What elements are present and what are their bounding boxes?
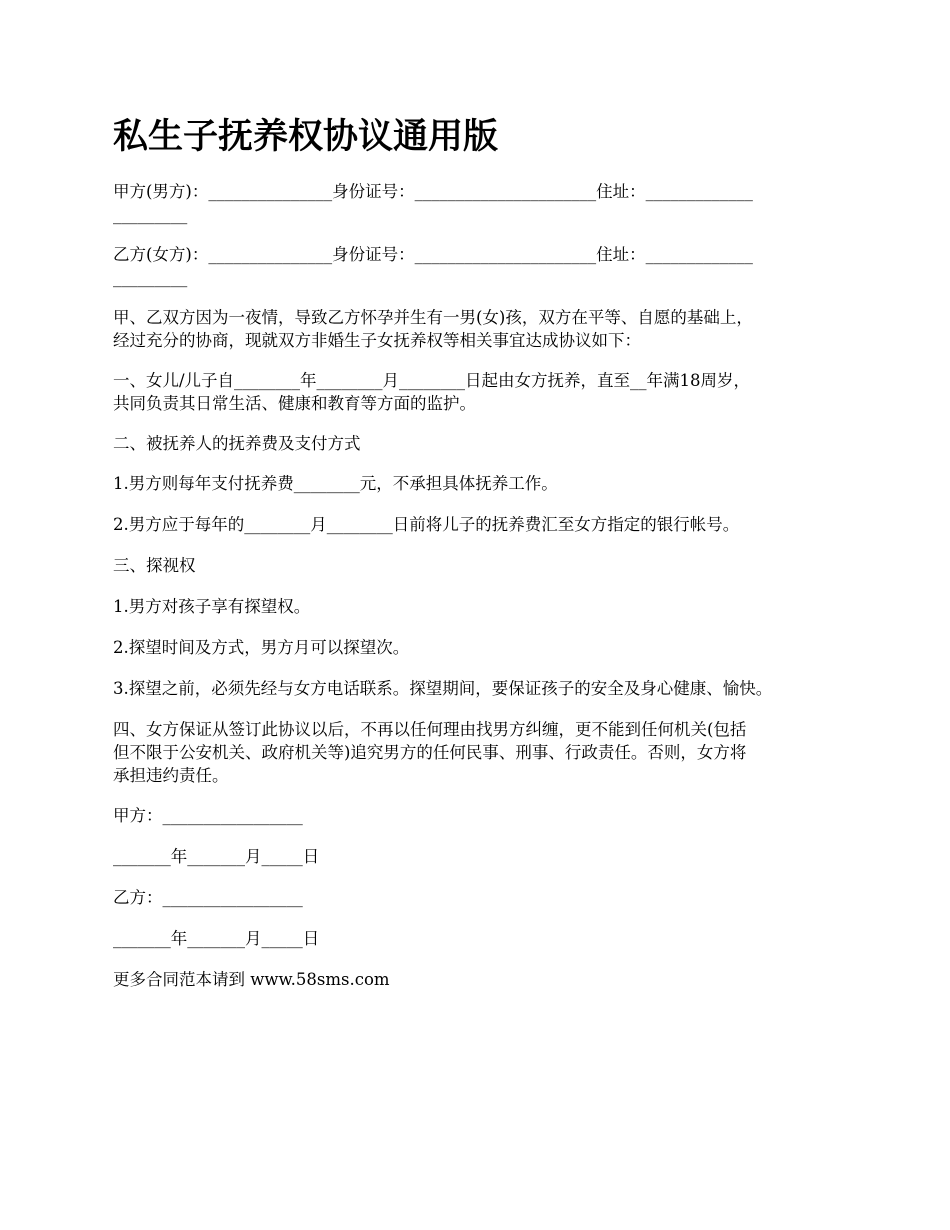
party-a-signature: 甲方：_________________ (113, 806, 303, 825)
clause-3-item-3: 3.探望之前，必须先经与女方电话联系。探望期间，要保证孩子的安全及身心健康、愉快。 (113, 679, 773, 698)
preamble: 甲、乙双方因为一夜情，导致乙方怀孕并生有一男(女)孩，双方在平等、自愿的基础上， 经过充分的协商，现就双方非婚生子女抚养权等相关事宜达成协议如下： (113, 308, 753, 350)
party-b-signature: 乙方：_________________ (113, 888, 303, 907)
clause-2-heading: 二、被抚养人的抚养费及支付方式 (113, 434, 361, 453)
document-title: 私生子抚养权协议通用版 (113, 116, 499, 157)
clause-3-heading: 三、探视权 (113, 556, 196, 575)
clause-4: 四、女方保证从签订此协议以后，不再以任何理由找男方纠缠，更不能到任何机关(包括 但不限于公安机关、政府机关等)追究男方的任何民事、刑事、行政责任。否则，女方将 承担违约责任。 (113, 720, 747, 785)
clause-2-item-1: 1.男方则每年支付抚养费________元，不承担具体抚养工作。 (113, 474, 558, 493)
party-b-info: 乙方(女方)：_______________身份证号：______________________住址：_____________ _________ (113, 245, 753, 287)
party-b-date: _______年_______月_____日 (113, 929, 320, 948)
clause-1: 一、女儿/儿子自________年________月________日起由女方抚养，直至__年满18周岁， 共同负责其日常生活、健康和教育等方面的监护。 (113, 371, 751, 413)
clause-2-item-2: 2.男方应于每年的________月________日前将儿子的抚养费汇至女方指定的银行帐号。 (113, 515, 740, 534)
footer-link-text: 更多合同范本请到 www.58sms.com (113, 970, 390, 989)
clause-3-item-2: 2.探望时间及方式，男方月可以探望次。 (113, 638, 410, 657)
party-a-info: 甲方(男方)：_______________身份证号：______________________住址：_____________ _________ (113, 182, 753, 224)
clause-3-item-1: 1.男方对孩子享有探望权。 (113, 597, 311, 616)
party-a-date: _______年_______月_____日 (113, 847, 320, 866)
